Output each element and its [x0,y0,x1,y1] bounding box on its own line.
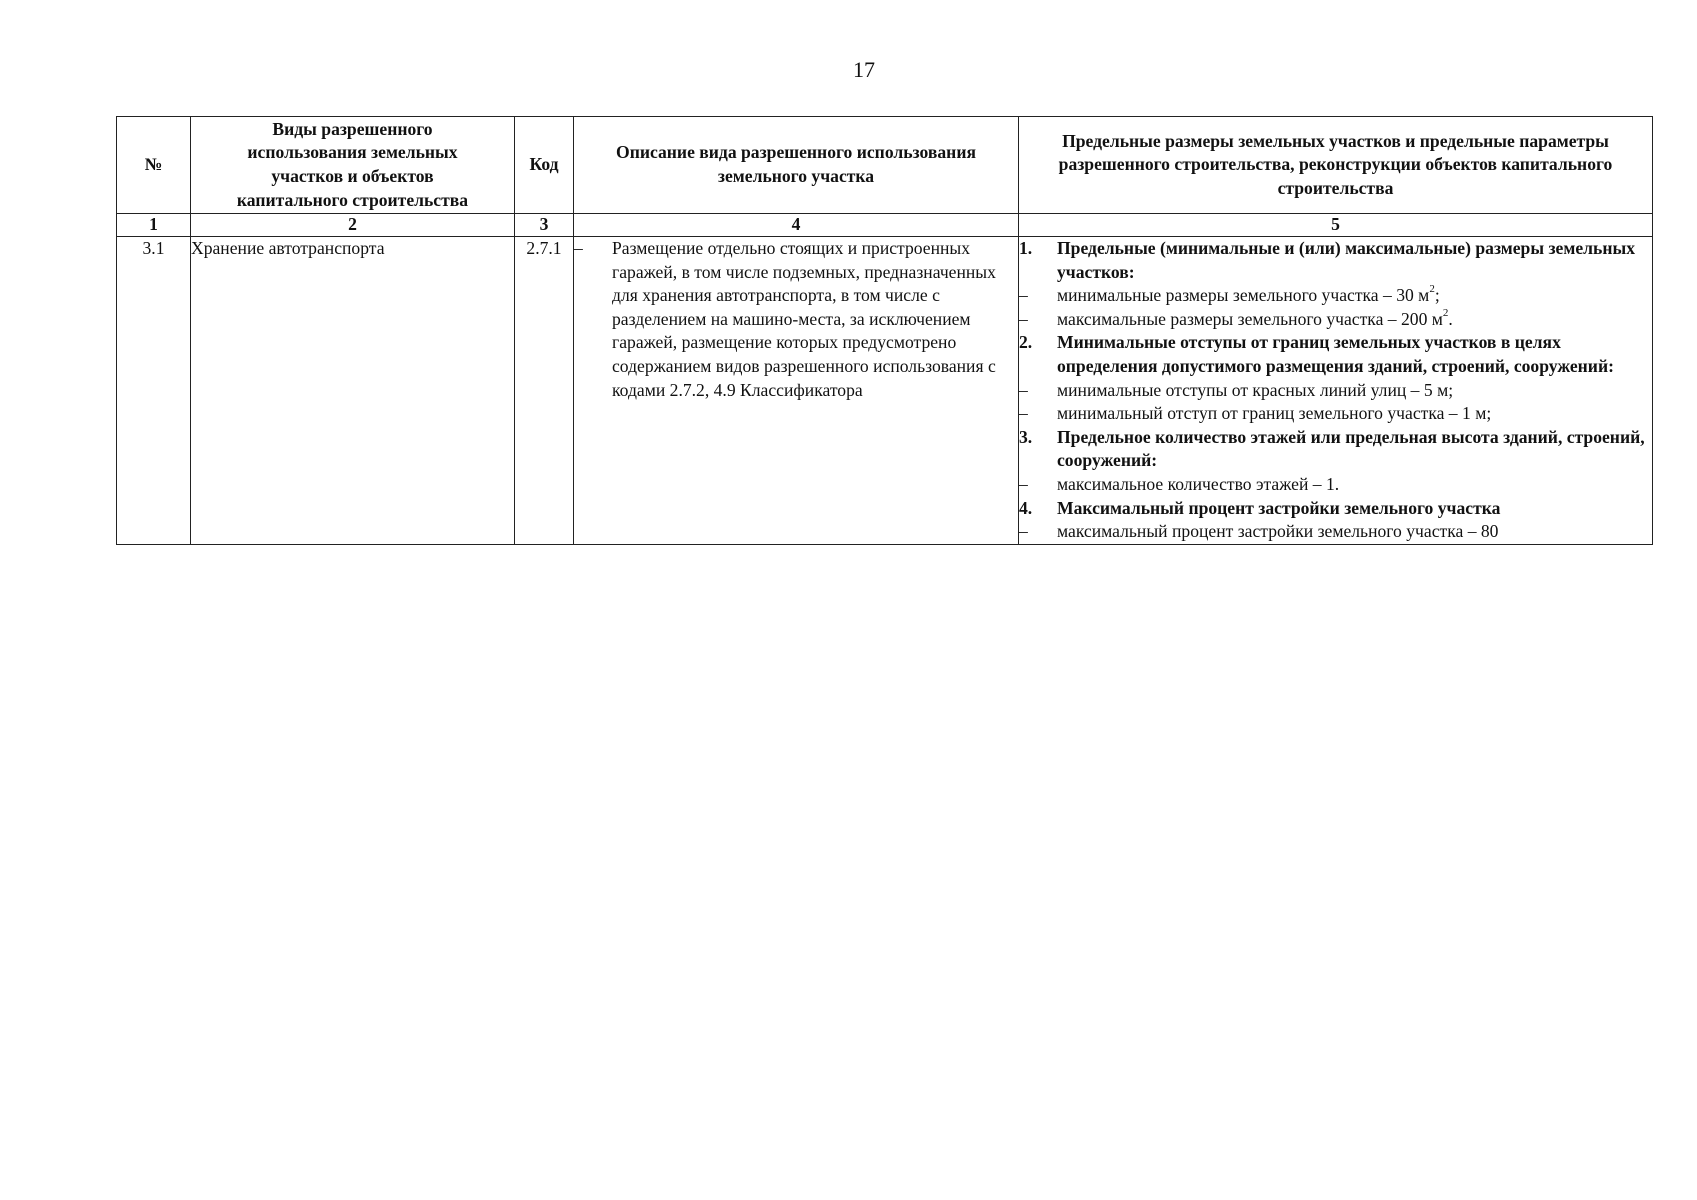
header-params: Предельные размеры земельных участков и предельные параметры разрешенного строительства, реконструкции объектов капитального строительства [1019,117,1653,214]
header-name: Виды разрешенного использования земельных участков и объектов капитального строительства [191,117,515,214]
param-heading: 4. Максимальный процент застройки земельного участка [1019,497,1501,518]
row-description [574,237,1019,545]
param-heading: 1. Предельные (минимальные и (или) максимальные) размеры земельных участков: [1019,238,1635,282]
land-use-table [116,116,1653,545]
header-row [117,117,1653,214]
column-number-row [117,214,1653,237]
param-item: – минимальные отступы от красных линий улиц – 5 м; [1019,379,1454,400]
param-item: – минимальный отступ от границ земельного участка – 1 м; [1019,403,1492,424]
param-item: – максимальное количество этажей – 1. [1019,473,1340,494]
row-params [1019,237,1653,545]
row-use-name: Хранение автотранспорта [191,237,515,545]
param-heading: 3. Предельное количество этажей или предельная высота зданий, строений, сооружений: [1019,426,1645,471]
column-number: 5 [1019,214,1653,237]
column-number: 4 [574,214,1019,237]
column-number: 2 [191,214,515,237]
column-number: 1 [117,214,191,237]
param-item: – максимальный процент застройки земельного участка – 80 [1019,521,1499,542]
table-row [117,237,1653,545]
header-description: Описание вида разрешенного использования земельного участка [574,117,1019,214]
header-code: Код [515,117,574,214]
row-code: 2.7.1 [515,237,574,545]
description-text: Размещение отдельно стоящих и пристроенных гаражей, в том числе подземных, предназначенных для хранения автотранспорта, в том числе с разделением на машино-места, за исключением гаражей, размещение которых предусмотрено содержанием видов разрешенного использования с кодами 2.7.2, 4.9 Классификатора [612,238,996,400]
row-number: 3.1 [117,237,191,545]
column-number: 3 [515,214,574,237]
dash-bullet: – [574,238,583,258]
header-no: № [117,117,191,214]
page-number: 17 [853,57,875,82]
param-item: – минимальные размеры земельного участка – 30 $м^2$; [1019,283,1440,306]
param-heading: 2. Минимальные отступы от границ земельных участков в целях определения допустимого размещения зданий, строений, сооружений: [1019,332,1614,376]
param-item: – максимальные размеры земельного участка – 200 $м^2$. [1019,306,1453,329]
